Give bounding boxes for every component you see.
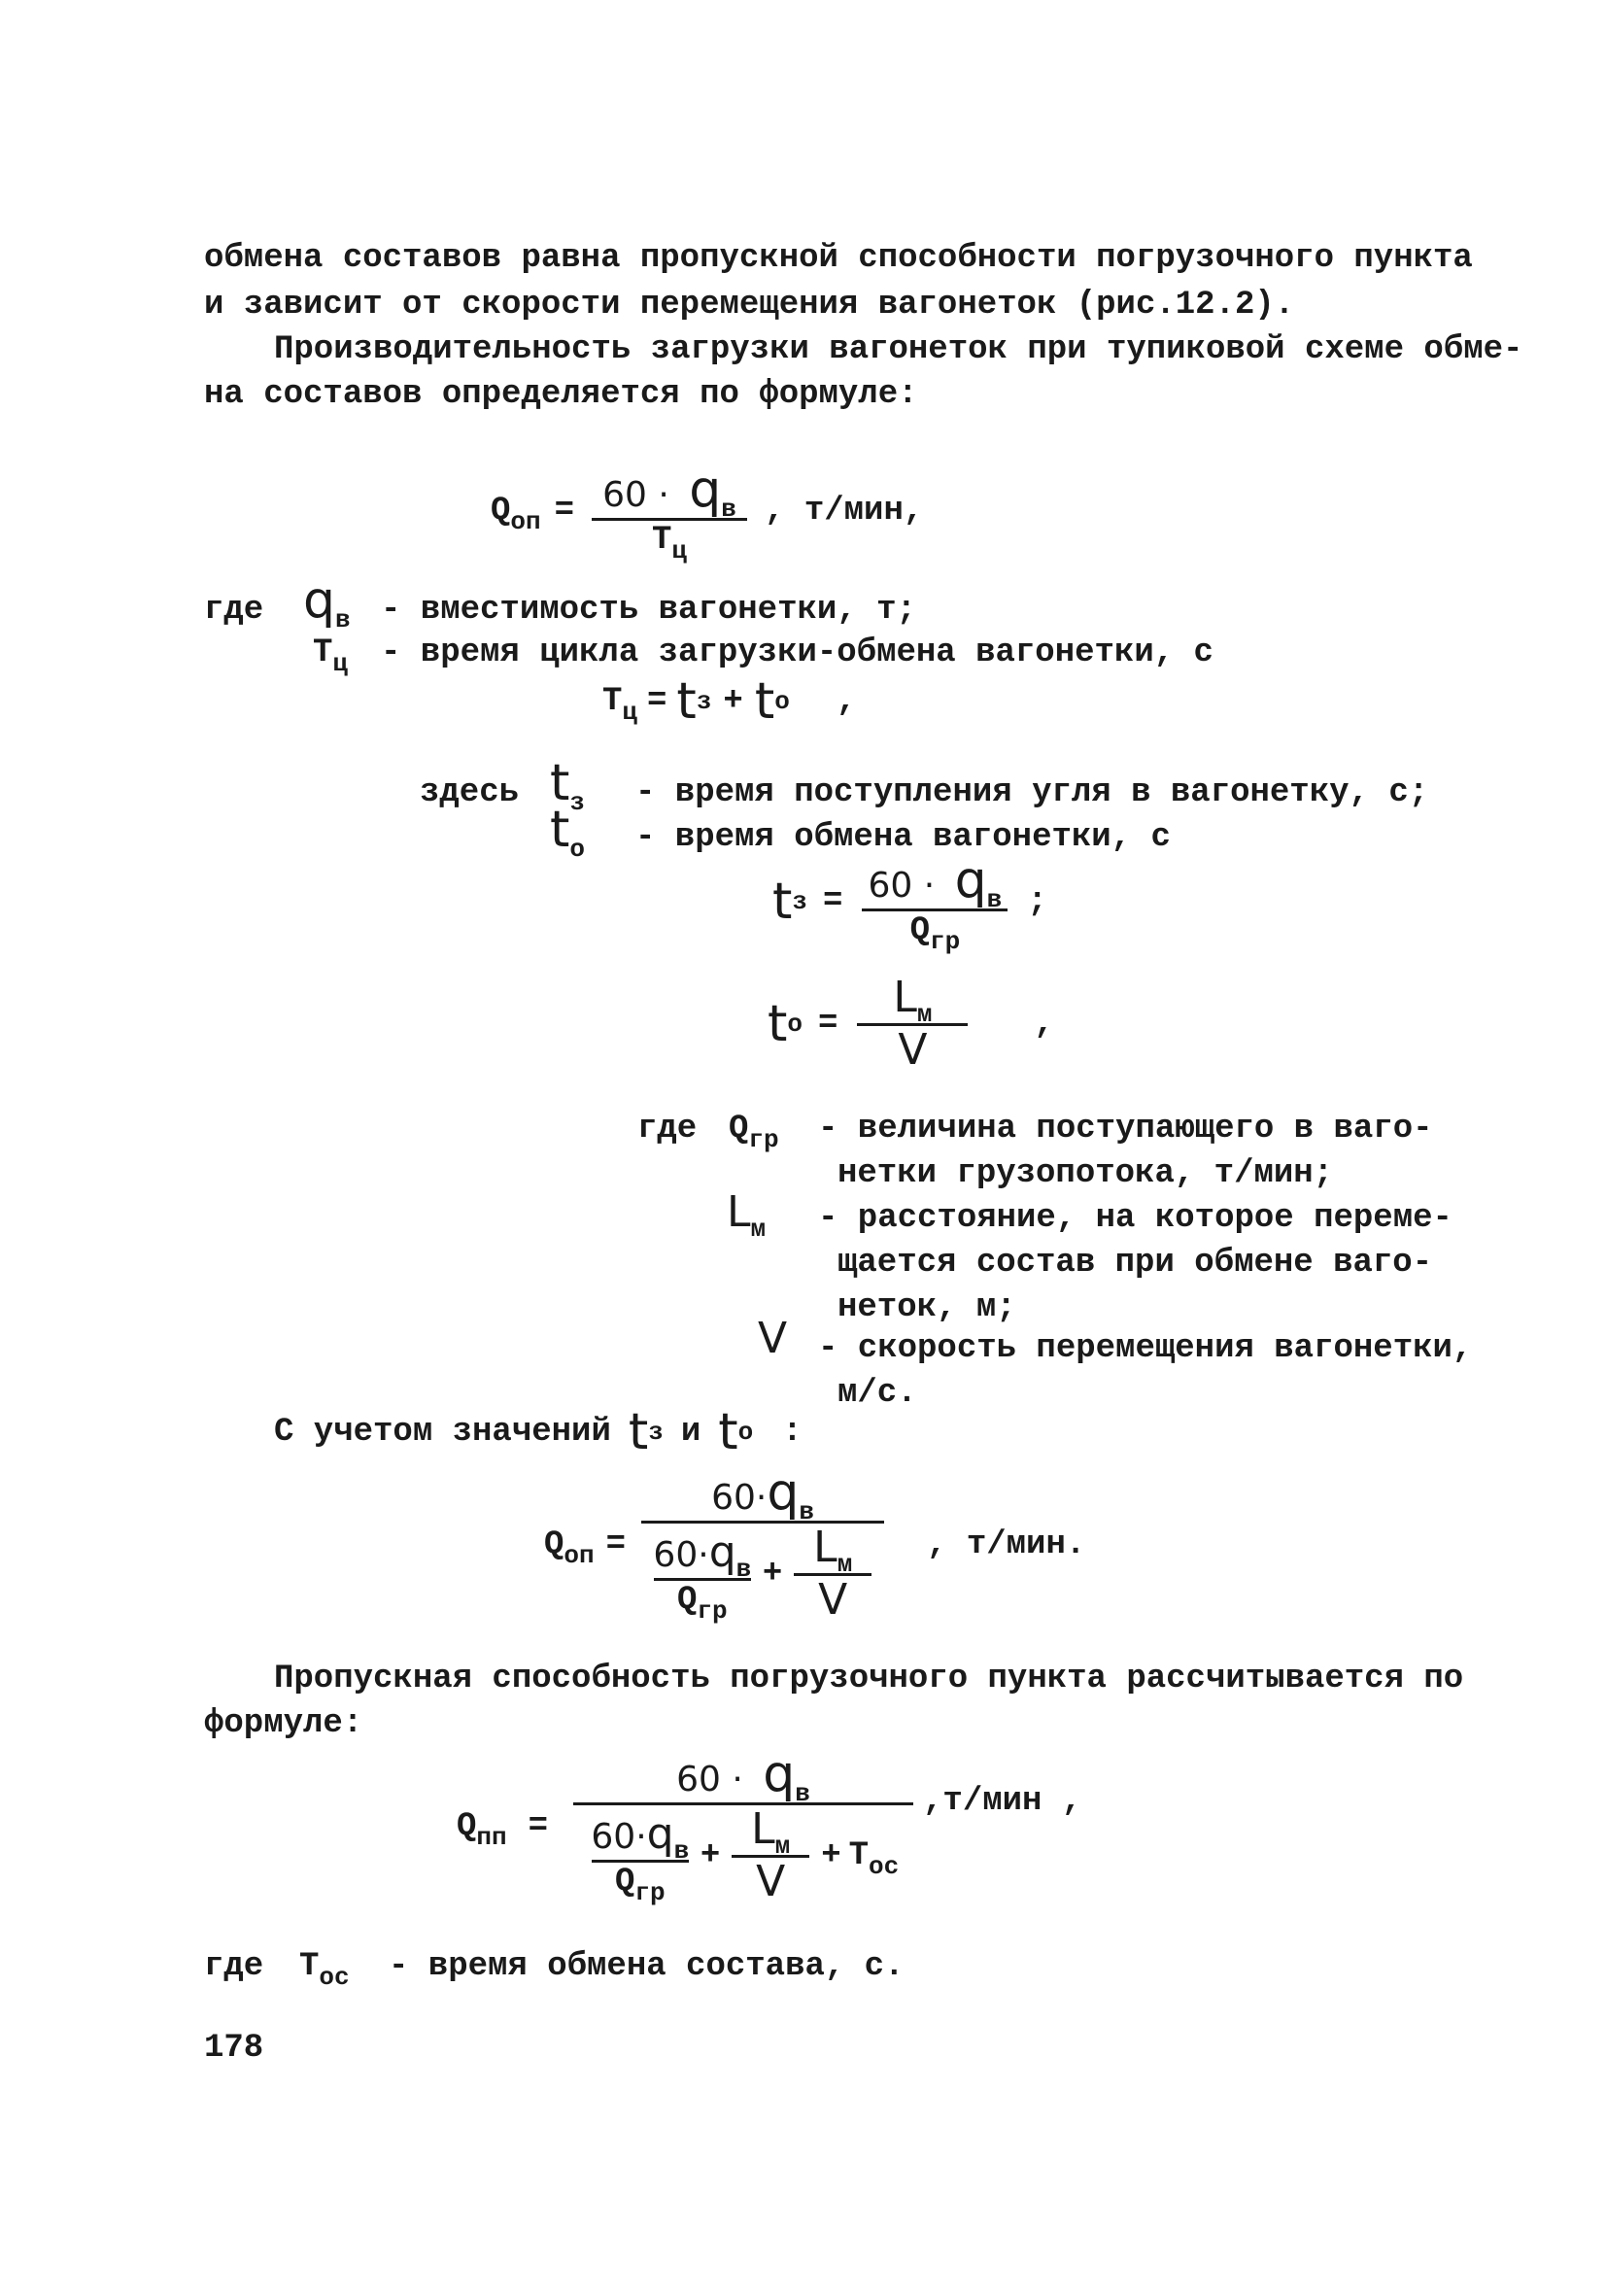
symbol-Qgr: $Q_{гр}$ (729, 1111, 779, 1154)
fraction-bar (573, 1802, 913, 1805)
formula-4: t о = $\frac{L_м}{V}$ , (768, 973, 1054, 1075)
definition: м/с. (837, 1375, 917, 1412)
fraction-bar (592, 518, 747, 521)
definition: щается состав при обмене ваго- (837, 1245, 1433, 1282)
formula-2: $T_ц$ = t з + t о , (602, 672, 857, 731)
formula-5: $Q_{оп}$ = $60\cdot q_в$ $\frac{60\cdot q_в}{Q_{гр}}$ + $\frac{L_м}{V}$ , т/мин. (544, 1463, 1086, 1626)
text-line: и зависит от скорости перемещения вагонеток (рис.12.2). (204, 287, 1295, 324)
definition: - вместимость вагонетки, т; (381, 592, 916, 629)
fraction-bar (641, 1521, 884, 1524)
fraction: $\frac{60 \cdot q_в}{Q_{гр}}$ (862, 855, 1008, 947)
formula-lhs: $Q_{оп}$ (491, 492, 541, 536)
definition: - время обмена состава, с. (389, 1948, 905, 1985)
formula-6: $Q_{пп}$ = $60 \cdot q_в$ $\frac{60\cdot q_в}{Q_{гр}}$ + $\frac{L_м}{V}$ + $T_{ос}$ ,т/мин , (457, 1745, 1082, 1907)
definition: - скорость перемещения вагонетки, (818, 1330, 1473, 1367)
where-label: где (204, 592, 264, 629)
definition: - время поступления угля в вагонетку, с; (635, 774, 1429, 811)
symbol-t3: $t_з$ (550, 754, 585, 817)
symbol-t: $T_ц$ (313, 634, 349, 678)
text-line: формуле: (204, 1705, 363, 1742)
formula-3: t з = $\frac{60 \cdot q_в}{Q_{гр}}$ ; (772, 851, 1047, 956)
where-label: где (204, 1948, 264, 1985)
symbol-Toc: $T_{ос}$ (299, 1948, 350, 1992)
fraction: $\frac{L_м}{V}$ (857, 977, 968, 1072)
definition: - время цикла загрузки-обмена вагонетки, с (381, 634, 1213, 671)
text-line: Пропускная способность погрузочного пункта рассчитывается по (274, 1661, 1464, 1697)
page-number: 178 (204, 2030, 264, 2067)
definition: неток, м; (837, 1289, 1016, 1326)
text-line: обмена составов равна пропускной способности погрузочного пункта (204, 240, 1473, 277)
symbol-V: V (758, 1314, 788, 1363)
text-line: Производительность загрузки вагонеток при тупиковой схеме обме- (274, 331, 1523, 368)
fraction: $\frac{60 \cdot q_в}{T_ц}$ (592, 464, 747, 557)
fraction: $60 \cdot q_в$ $\frac{60\cdot q_в}{Q_{гр}}$ + $\frac{L_м}{V}$ + $T_{ос}$ (573, 1749, 913, 1903)
fraction: $60\cdot q_в$ $\frac{60\cdot q_в}{Q_{гр}}$ + $\frac{L_м}{V}$ (641, 1467, 884, 1622)
unit: , т/мин, (765, 492, 924, 530)
where-label: где (637, 1111, 698, 1148)
definition: - расстояние, на которое переме- (818, 1200, 1452, 1237)
symbol-Lm: $L_м$ (727, 1187, 767, 1244)
definition: нетки грузопотока, т/мин; (837, 1155, 1334, 1192)
here-label: здесь (420, 774, 520, 811)
fraction-bar (862, 908, 1008, 911)
text-line: С учетом значений t з и t о : (274, 1403, 803, 1461)
formula-1 (491, 461, 924, 565)
symbol-t0: $t_о$ (550, 801, 585, 864)
equals-sign: = (554, 492, 575, 530)
symbol-q: $q_в$ (303, 571, 351, 634)
text-line: на составов определяется по формуле: (204, 376, 918, 413)
definition: - величина поступающего в ваго- (818, 1111, 1433, 1148)
definition: - время обмена вагонетки, с (635, 819, 1171, 856)
